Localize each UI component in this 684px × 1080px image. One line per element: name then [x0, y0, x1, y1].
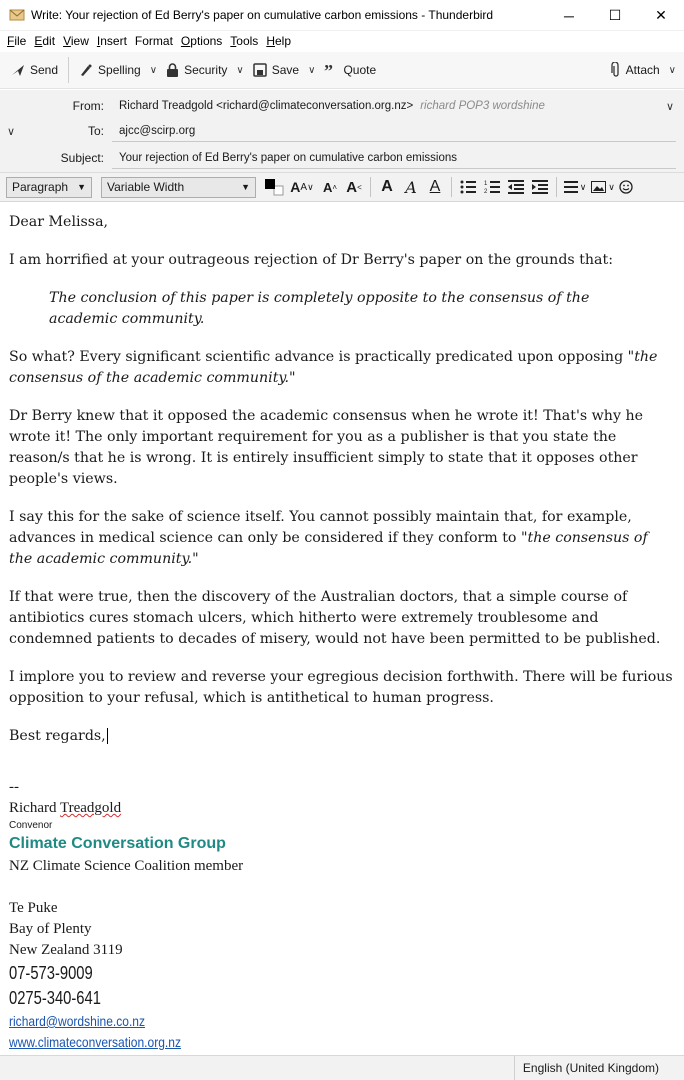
to-label: To:	[87, 124, 104, 138]
security-button[interactable]: Security	[161, 56, 232, 84]
spelling-button[interactable]: Spelling	[74, 56, 146, 84]
increase-font-size-icon[interactable]: A ˂	[346, 178, 362, 196]
italic-icon[interactable]: A	[405, 177, 417, 197]
signature-country: New Zealand 3119	[9, 942, 123, 958]
save-icon	[253, 63, 267, 77]
text-color-icon[interactable]	[262, 176, 286, 198]
outdent-icon[interactable]	[504, 176, 528, 198]
blockquote: The conclusion of this paper is completely opposite to the consensus of the academic community.	[49, 290, 590, 327]
language-indicator[interactable]: English (United Kingdom)	[514, 1056, 684, 1080]
save-dropdown-chevron-icon[interactable]: ∨	[308, 64, 316, 76]
smiley-icon[interactable]	[617, 176, 635, 198]
signature-group: Climate Conversation Group	[9, 835, 226, 852]
format-separator	[556, 177, 557, 197]
paperclip-icon	[611, 62, 621, 78]
attach-dropdown-chevron-icon[interactable]: ∨	[668, 64, 676, 76]
signature-phone-1: 07-573-9009	[9, 963, 93, 983]
menu-format[interactable]: Format	[134, 34, 173, 48]
menu-insert[interactable]: Insert	[96, 34, 127, 48]
paragraph-4: I say this for the sake of science itself. You cannot possibly maintain that, for example, advances in medical science can only be considered if they conform to "the consensus of the academic community."	[9, 509, 648, 567]
title-bar	[0, 0, 684, 31]
compose-window-icon	[9, 7, 25, 23]
attach-button[interactable]: Attach	[606, 56, 665, 84]
menu-options[interactable]: Options	[180, 34, 223, 48]
font-chevron-icon: ▼	[241, 182, 250, 192]
lock-icon	[166, 63, 179, 77]
window-title: Write: Your rejection of Ed Berry's paper on cumulative carbon emissions - Thunderbird	[31, 8, 494, 22]
to-field[interactable]	[112, 120, 676, 142]
message-headers	[0, 90, 684, 173]
subject-text: Your rejection of Ed Berry's paper on cumulative carbon emissions	[119, 151, 457, 164]
signature-town: Te Puke	[9, 900, 58, 916]
maximize-button[interactable]: ☐	[608, 7, 622, 23]
decrease-font-size-icon[interactable]: A ˄	[322, 179, 338, 195]
bold-icon[interactable]: A	[381, 178, 393, 195]
underline-icon[interactable]: A	[429, 178, 441, 195]
security-dropdown-chevron-icon[interactable]: ∨	[236, 64, 244, 76]
paragraph-style-select[interactable]: Paragraph ▼	[6, 177, 92, 198]
recipients-toggle-chevron-icon[interactable]: ∨	[7, 125, 16, 138]
toolbar-separator	[68, 57, 69, 83]
font-select[interactable]: Variable Width ▼	[101, 177, 256, 198]
menu-tools[interactable]: Tools	[230, 34, 259, 48]
from-select[interactable]	[112, 95, 676, 117]
menu-view[interactable]: View	[63, 34, 89, 48]
send-button[interactable]: Send	[6, 56, 63, 84]
from-address: Richard Treadgold <richard@climateconversation.org.nz>	[119, 100, 414, 112]
send-icon	[11, 63, 25, 77]
svg-text:2: 2	[484, 189, 488, 194]
svg-text:”: ”	[324, 64, 334, 76]
from-chevron-down-icon[interactable]: ∨	[665, 100, 674, 113]
menu-file[interactable]: File	[7, 34, 27, 48]
quote-icon	[324, 64, 338, 76]
paragraph-1: I am horrified at your outrageous rejection of Dr Berry's paper on the grounds that:	[9, 252, 613, 268]
subject-field[interactable]	[112, 147, 676, 169]
menu-edit[interactable]: Edit	[34, 34, 56, 48]
paragraph-3: Dr Berry knew that it opposed the academic consensus when he wrote it! That's why he wrote it! The only important requirement for you as a publisher is that you state the reason/s that he is wrong. It is entirely insufficient simply to state that it opposes other people's views.	[9, 408, 643, 487]
from-identity: richard POP3 wordshine	[420, 100, 545, 112]
insert-image-icon[interactable]: ∨	[589, 176, 617, 198]
svg-text:1: 1	[484, 181, 488, 187]
paragraph-6: I implore you to review and reverse your egregious decision forthwith. There will be furious opposition to your refusal, which is antithetical to human progress.	[9, 669, 673, 706]
message-body-editor[interactable]	[0, 203, 684, 1055]
minimize-button[interactable]: ─	[564, 7, 574, 24]
from-label: From:	[72, 99, 104, 113]
bulleted-list-icon[interactable]	[456, 176, 480, 198]
quote-button[interactable]: ” Quote	[319, 56, 381, 84]
signature-role: Convenor	[9, 820, 53, 831]
greeting: Dear Melissa,	[9, 214, 109, 230]
numbered-list-icon[interactable]	[480, 176, 504, 198]
format-separator	[451, 177, 452, 197]
signature-name: Richard Treadgold	[9, 800, 122, 816]
signature-phone-2: 0275-340-641	[9, 988, 101, 1008]
closing: Best regards,	[9, 728, 106, 744]
to-address: ajcc@scirp.org	[119, 124, 196, 137]
paragraph-5: If that were true, then the discovery of the Australian doctors, that a simple course of antibiotics cures stomach ulcers, which hitherto were extremely troublesome and condemned patients to decades of misery, would not have been permitted to be published.	[9, 589, 661, 647]
font-size-icon[interactable]: A A ∨	[290, 179, 314, 195]
status-bar	[0, 1055, 684, 1080]
menu-bar	[0, 31, 684, 51]
text-cursor	[107, 728, 108, 744]
align-icon[interactable]: ∨	[561, 176, 589, 198]
menu-help[interactable]: Help	[266, 34, 291, 48]
indent-icon[interactable]	[528, 176, 552, 198]
spelling-dropdown-chevron-icon[interactable]: ∨	[149, 64, 158, 76]
paragraph-2: So what? Every significant scientific advance is practically predicated upon opposing "the consensus of the academic community."	[9, 349, 658, 386]
close-button[interactable]: ✕	[655, 7, 667, 23]
subject-label: Subject:	[60, 151, 104, 165]
spelling-icon	[79, 63, 93, 77]
signature-region: Bay of Plenty	[9, 921, 92, 937]
compose-toolbar	[0, 52, 684, 89]
signature-coalition: NZ Climate Science Coalition member	[9, 858, 244, 874]
signature-email-link[interactable]: richard@wordshine.co.nz	[9, 1013, 146, 1029]
signature-separator: --	[9, 779, 19, 795]
signature-website-link[interactable]: www.climateconversation.org.nz	[9, 1034, 181, 1050]
format-separator	[370, 177, 371, 197]
paragraph-style-chevron-icon: ▼	[77, 182, 86, 192]
format-toolbar	[0, 173, 684, 202]
save-button[interactable]: Save	[248, 56, 304, 84]
